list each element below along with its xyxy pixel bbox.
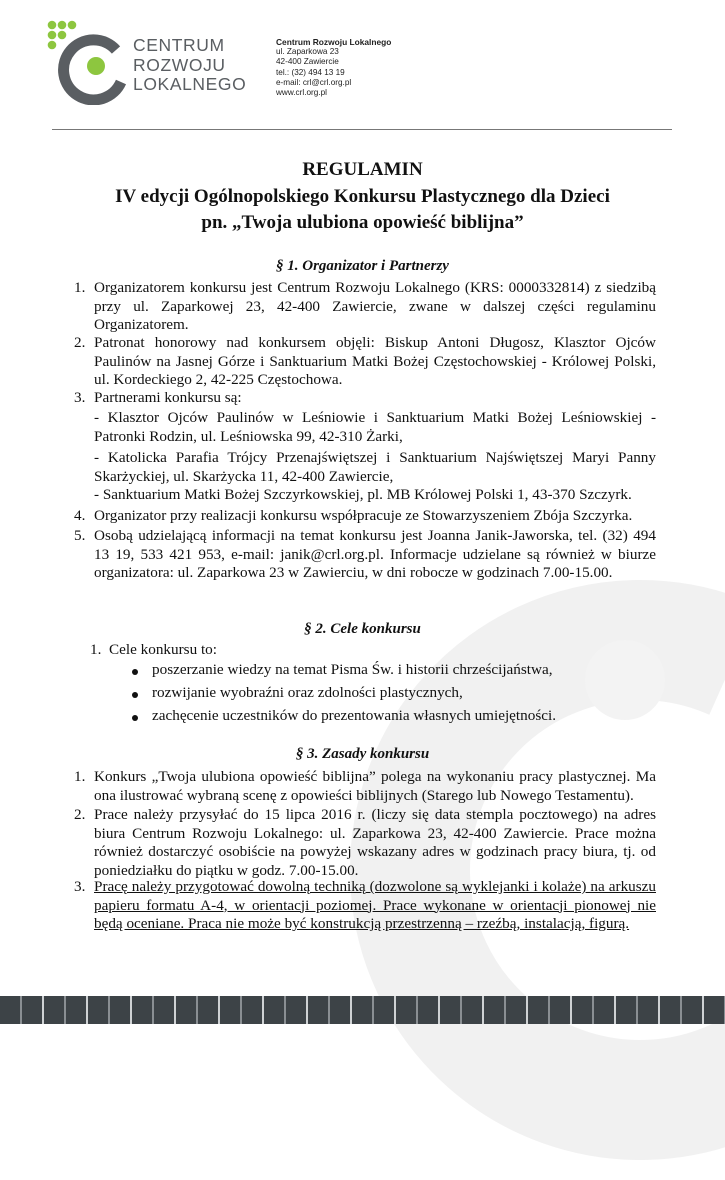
section-1-item-2: Patronat honorowy nad konkursem objęli: Biskup Antoni Długosz, Klasztor Ojców Paulinów na Jasnej Górze i Sanktuarium Matki Bożej Częstochowskiej - Królowej Polski, ul. Kordeckiego 2, 42-225 Częstochowa.	[94, 334, 656, 389]
section-3-heading: § 3. Zasady konkursu	[295, 746, 430, 762]
logo-line-3: LOKALNEGO	[133, 74, 247, 94]
contact-www: www.crl.org.pl	[276, 88, 327, 98]
doc-subtitle-2: pn. „Twoja ulubiona opowieść biblijna”	[201, 212, 524, 233]
logo-line-2: ROZWOJU	[133, 54, 226, 75]
section-1-item-1: Organizatorem konkursu jest Centrum Rozwoju Lokalnego (KRS: 0000332814) z siedzibą przy ul. Zaparkowej 23, 42-400 Zawiercie, zwane w dalszej części regulaminu Organizatorem.	[94, 279, 656, 334]
item-number: 1.	[74, 768, 86, 785]
partner-1: - Klasztor Ojców Paulinów w Leśniowie i Sanktuarium Matki Bożej Leśniowskiej - Patronki Rodzin, ul. Leśniowska 99, 42-310 Żarki,	[94, 409, 656, 445]
item-number: 1.	[90, 641, 102, 658]
goal-2: rozwijanie wyobraźni oraz zdolności plastycznych,	[152, 684, 463, 701]
bullet-dot	[132, 669, 138, 675]
section-1-item-5: Osobą udzielającą informacji na temat konkursu jest Joanna Janik-Jaworska, tel. (32) 494 13 19, 533 421 953, e-mail: janik@crl.org.pl. Informacje udzielane są również w biurze organizatora: ul. Zaparkowa 23 w Zawierciu, w dni robocze w godzinach 7.00-15.00.	[94, 527, 656, 582]
section-3-item-3: Pracę należy przygotować dowolną techniką (dozwolone są wyklejanki i kolaże) na arkuszu papieru formatu A-4, w orientacji poziomej. Prace wykonane w orientacji pionowej nie będą oceniane. Praca nie może być konstrukcją przestrzenną – rzeźbą, instalacją, figurą.	[94, 878, 656, 933]
partner-3: - Sanktuarium Matki Bożej Szczyrkowskiej, pl. MB Królowej Polski 1, 43-370 Szczyrk.	[94, 486, 632, 503]
item-number: 4.	[74, 507, 86, 524]
section-1-heading: § 1. Organizator i Partnerzy	[276, 258, 449, 274]
logo-text	[133, 36, 246, 95]
bullet-dot	[132, 715, 138, 721]
item-number: 1.	[74, 279, 86, 296]
logo-line-1: CENTRUM	[133, 35, 225, 55]
contact-phone: tel.: (32) 494 13 19	[276, 67, 345, 77]
goal-3: zachęcenie uczestników do prezentowania własnych umiejętności.	[152, 707, 556, 724]
bullet-dot	[132, 692, 138, 698]
item-number: 3.	[74, 878, 86, 895]
section-1-item-4: Organizator przy realizacji konkursu współpracuje ze Stowarzyszeniem Zbója Szczyrka.	[94, 507, 633, 524]
contact-block	[276, 37, 391, 98]
section-2-item-1: Cele konkursu to:	[109, 641, 217, 658]
goal-1: poszerzanie wiedzy na temat Pisma Św. i historii chrześcijaństwa,	[152, 661, 553, 678]
item-number: 5.	[74, 527, 86, 544]
section-1-item-3: Partnerami konkursu są:	[94, 389, 242, 406]
section-2-heading: § 2. Cele konkursu	[304, 621, 421, 637]
contact-name: Centrum Rozwoju Lokalnego	[276, 37, 392, 47]
footer-bar	[0, 996, 725, 1024]
contact-street: ul. Zaparkowa 23	[276, 47, 339, 57]
section-3-item-2: Prace należy przysyłać do 15 lipca 2016 r. (liczy się data stempla pocztowego) na adres biura Centrum Rozwoju Lokalnego: ul. Zaparkowa 23, 42-400 Zawiercie. Prace można również dostarczyć osobiście na powyżej wskazany adres w godzinach pracy biura, tj. od poniedziałku do piątku w godz. 7.00-15.00.	[94, 806, 656, 879]
header-divider	[52, 129, 672, 130]
doc-subtitle-1: IV edycji Ogólnopolskiego Konkursu Plastycznego dla Dzieci	[115, 186, 610, 207]
partner-2: - Katolicka Parafia Trójcy Przenajświętszej i Sanktuarium Najświętszej Maryi Panny Skarżyckiej, ul. Skarżycka 11, 42-400 Zawiercie,	[94, 449, 656, 485]
contact-city: 42-400 Zawiercie	[276, 57, 339, 67]
item-number: 2.	[74, 334, 86, 351]
doc-title: REGULAMIN	[302, 159, 423, 180]
section-3-item-1: Konkurs „Twoja ulubiona opowieść biblijna” polega na wykonaniu pracy plastycznej. Ma ona ilustrować wybraną scenę z opowieści biblijnych (Starego lub Nowego Testamentu).	[94, 768, 656, 804]
contact-email: e-mail: crl@crl.org.pl	[276, 77, 352, 87]
item-number: 3.	[74, 389, 86, 406]
item-number: 2.	[74, 806, 86, 823]
